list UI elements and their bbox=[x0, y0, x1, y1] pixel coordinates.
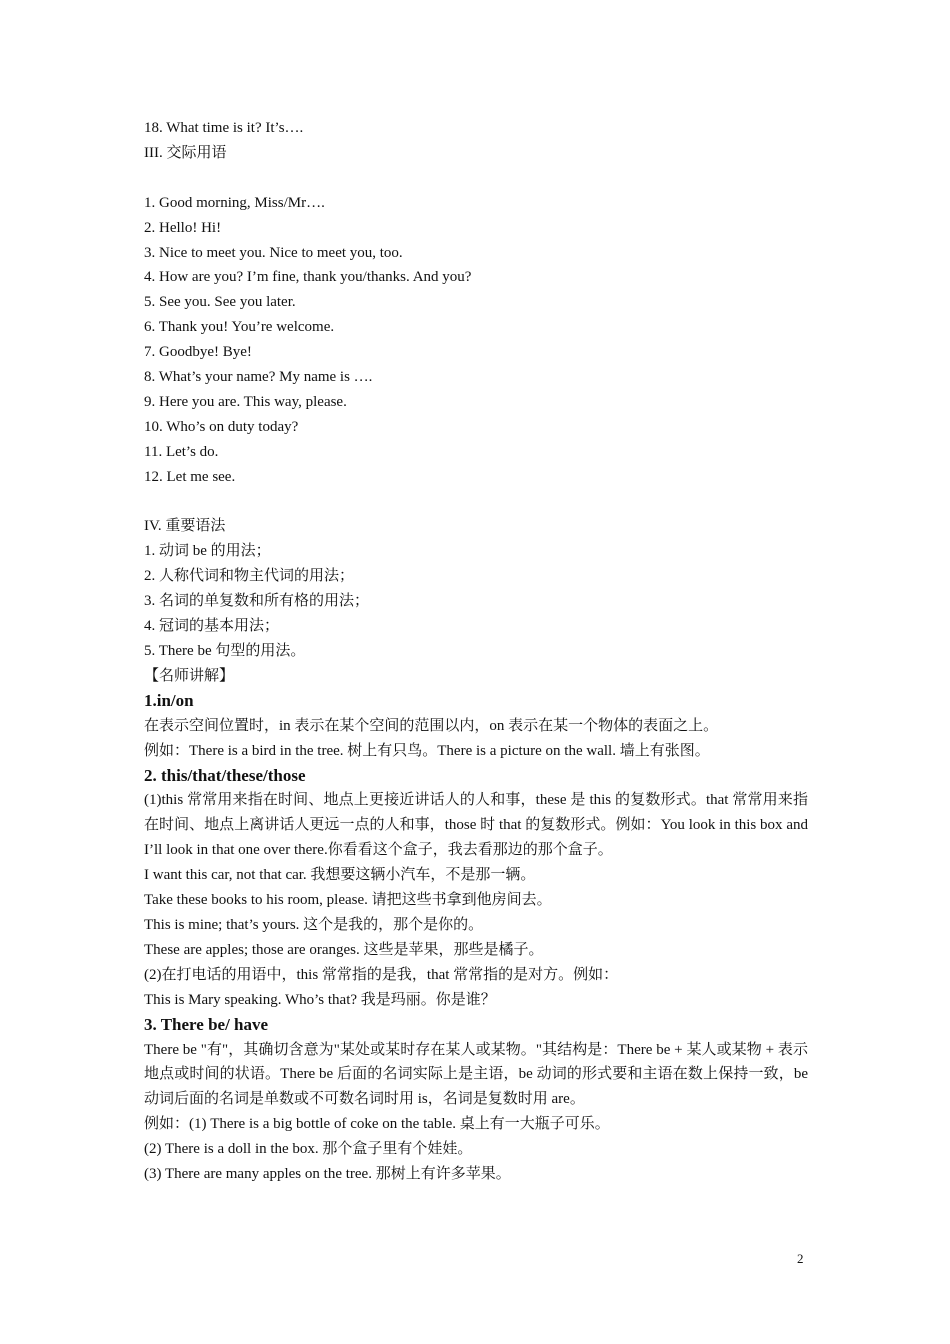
spacer bbox=[144, 166, 808, 191]
topic-heading-in-on: 1.in/on bbox=[144, 690, 194, 710]
example-line: This is mine; that’s yours. 这个是我的，那个是你的。 bbox=[144, 916, 484, 933]
phrase-item: 12. Let me see. bbox=[144, 468, 236, 485]
topic-heading-this-that: 2. this/that/these/those bbox=[144, 765, 306, 785]
phrase-item: 11. Let’s do. bbox=[144, 443, 219, 460]
topic-paragraph: (1)this 常常用来指在时间、地点上更接近讲话人的人和事，these 是 this 的复数形式。that 常常用来指在时间、地点上离讲话人更远一点的人和事，those 时 that 的复数形式。例如：You look in this box and I’ll look in that one over there.你看看这个盒子，我去看那边的那个盒子。 bbox=[144, 792, 808, 859]
topic-example-line: 例如：There is a bird in the tree. 树上有只鸟。There is a picture on the wall. 墙上有张图。 bbox=[144, 742, 710, 759]
example-line: (2) There is a doll in the box. 那个盒子里有个娃娃。 bbox=[144, 1141, 473, 1158]
teacher-explanation-label: 【名师讲解】 bbox=[144, 667, 235, 684]
phrase-item: 4. How are you? I’m fine, thank you/thanks. And you? bbox=[144, 269, 472, 286]
example-line: (3) There are many apples on the tree. 那树上有许多苹果。 bbox=[144, 1166, 511, 1183]
example-line: 例如：(1) There is a big bottle of coke on the table. 桌上有一大瓶子可乐。 bbox=[144, 1116, 610, 1133]
topic-heading-there-be: 3. There be/ have bbox=[144, 1014, 269, 1034]
page-number: 2 bbox=[797, 1251, 804, 1266]
phrase-item: 9. Here you are. This way, please. bbox=[144, 393, 347, 410]
example-line: This is Mary speaking. Who’s that? 我是玛丽。你是谁？ bbox=[144, 991, 496, 1008]
phrase-item: 10. Who’s on duty today? bbox=[144, 418, 299, 435]
grammar-item: 5. There be 句型的用法。 bbox=[144, 643, 306, 659]
document-body bbox=[144, 116, 808, 1187]
example-line: I want this car, not that car. 我想要这辆小汽车，不是那一辆。 bbox=[144, 867, 536, 884]
topic-paragraph: There be "有"，其确切含意为"某处或某时存在某人或某物。"其结构是：There be + 某人或某物 + 表示地点或时间的状语。There be 后面的名词实际上是主语，be 动词的形式要和主语在数上保持一致，be 动词后面的名词是单数或不可数名词时用 is，名词是复数时用 are。 bbox=[144, 1041, 808, 1108]
grammar-item: 3. 名词的单复数和所有格的用法； bbox=[144, 593, 370, 610]
section-title-grammar: IV. 重要语法 bbox=[144, 518, 226, 535]
topic-text-line: 在表示空间位置时，in 表示在某个空间的范围以内，on 表示在某一个物体的表面之上。 bbox=[144, 717, 719, 734]
phrase-item: 7. Goodbye! Bye! bbox=[144, 344, 252, 361]
phrase-item: 5. See you. See you later. bbox=[144, 294, 296, 311]
grammar-item: 4. 冠词的基本用法； bbox=[144, 618, 280, 635]
section-title-communication: III. 交际用语 bbox=[144, 144, 227, 161]
example-line: (2)在打电话的用语中，this 常常指的是我，that 常常指的是对方。例如： bbox=[144, 966, 619, 983]
phrase-item: 2. Hello! Hi! bbox=[144, 219, 222, 236]
grammar-item: 1. 动词 be 的用法； bbox=[144, 543, 271, 560]
phrase-item: 6. Thank you! You’re welcome. bbox=[144, 319, 335, 336]
example-line: These are apples; those are oranges. 这些是苹果，那些是橘子。 bbox=[144, 941, 544, 958]
phrase-item: 8. What’s your name? My name is …. bbox=[144, 369, 373, 386]
grammar-item: 2. 人称代词和物主代词的用法； bbox=[144, 568, 355, 585]
example-line: Take these books to his room, please. 请把这些书拿到他房间去。 bbox=[144, 892, 552, 909]
phrase-item: 1. Good morning, Miss/Mr…. bbox=[144, 194, 325, 211]
phrase-item: 3. Nice to meet you. Nice to meet you, too. bbox=[144, 244, 403, 261]
vocabulary-item-18: 18. What time is it? It’s…. bbox=[144, 120, 304, 136]
spacer bbox=[144, 490, 808, 515]
